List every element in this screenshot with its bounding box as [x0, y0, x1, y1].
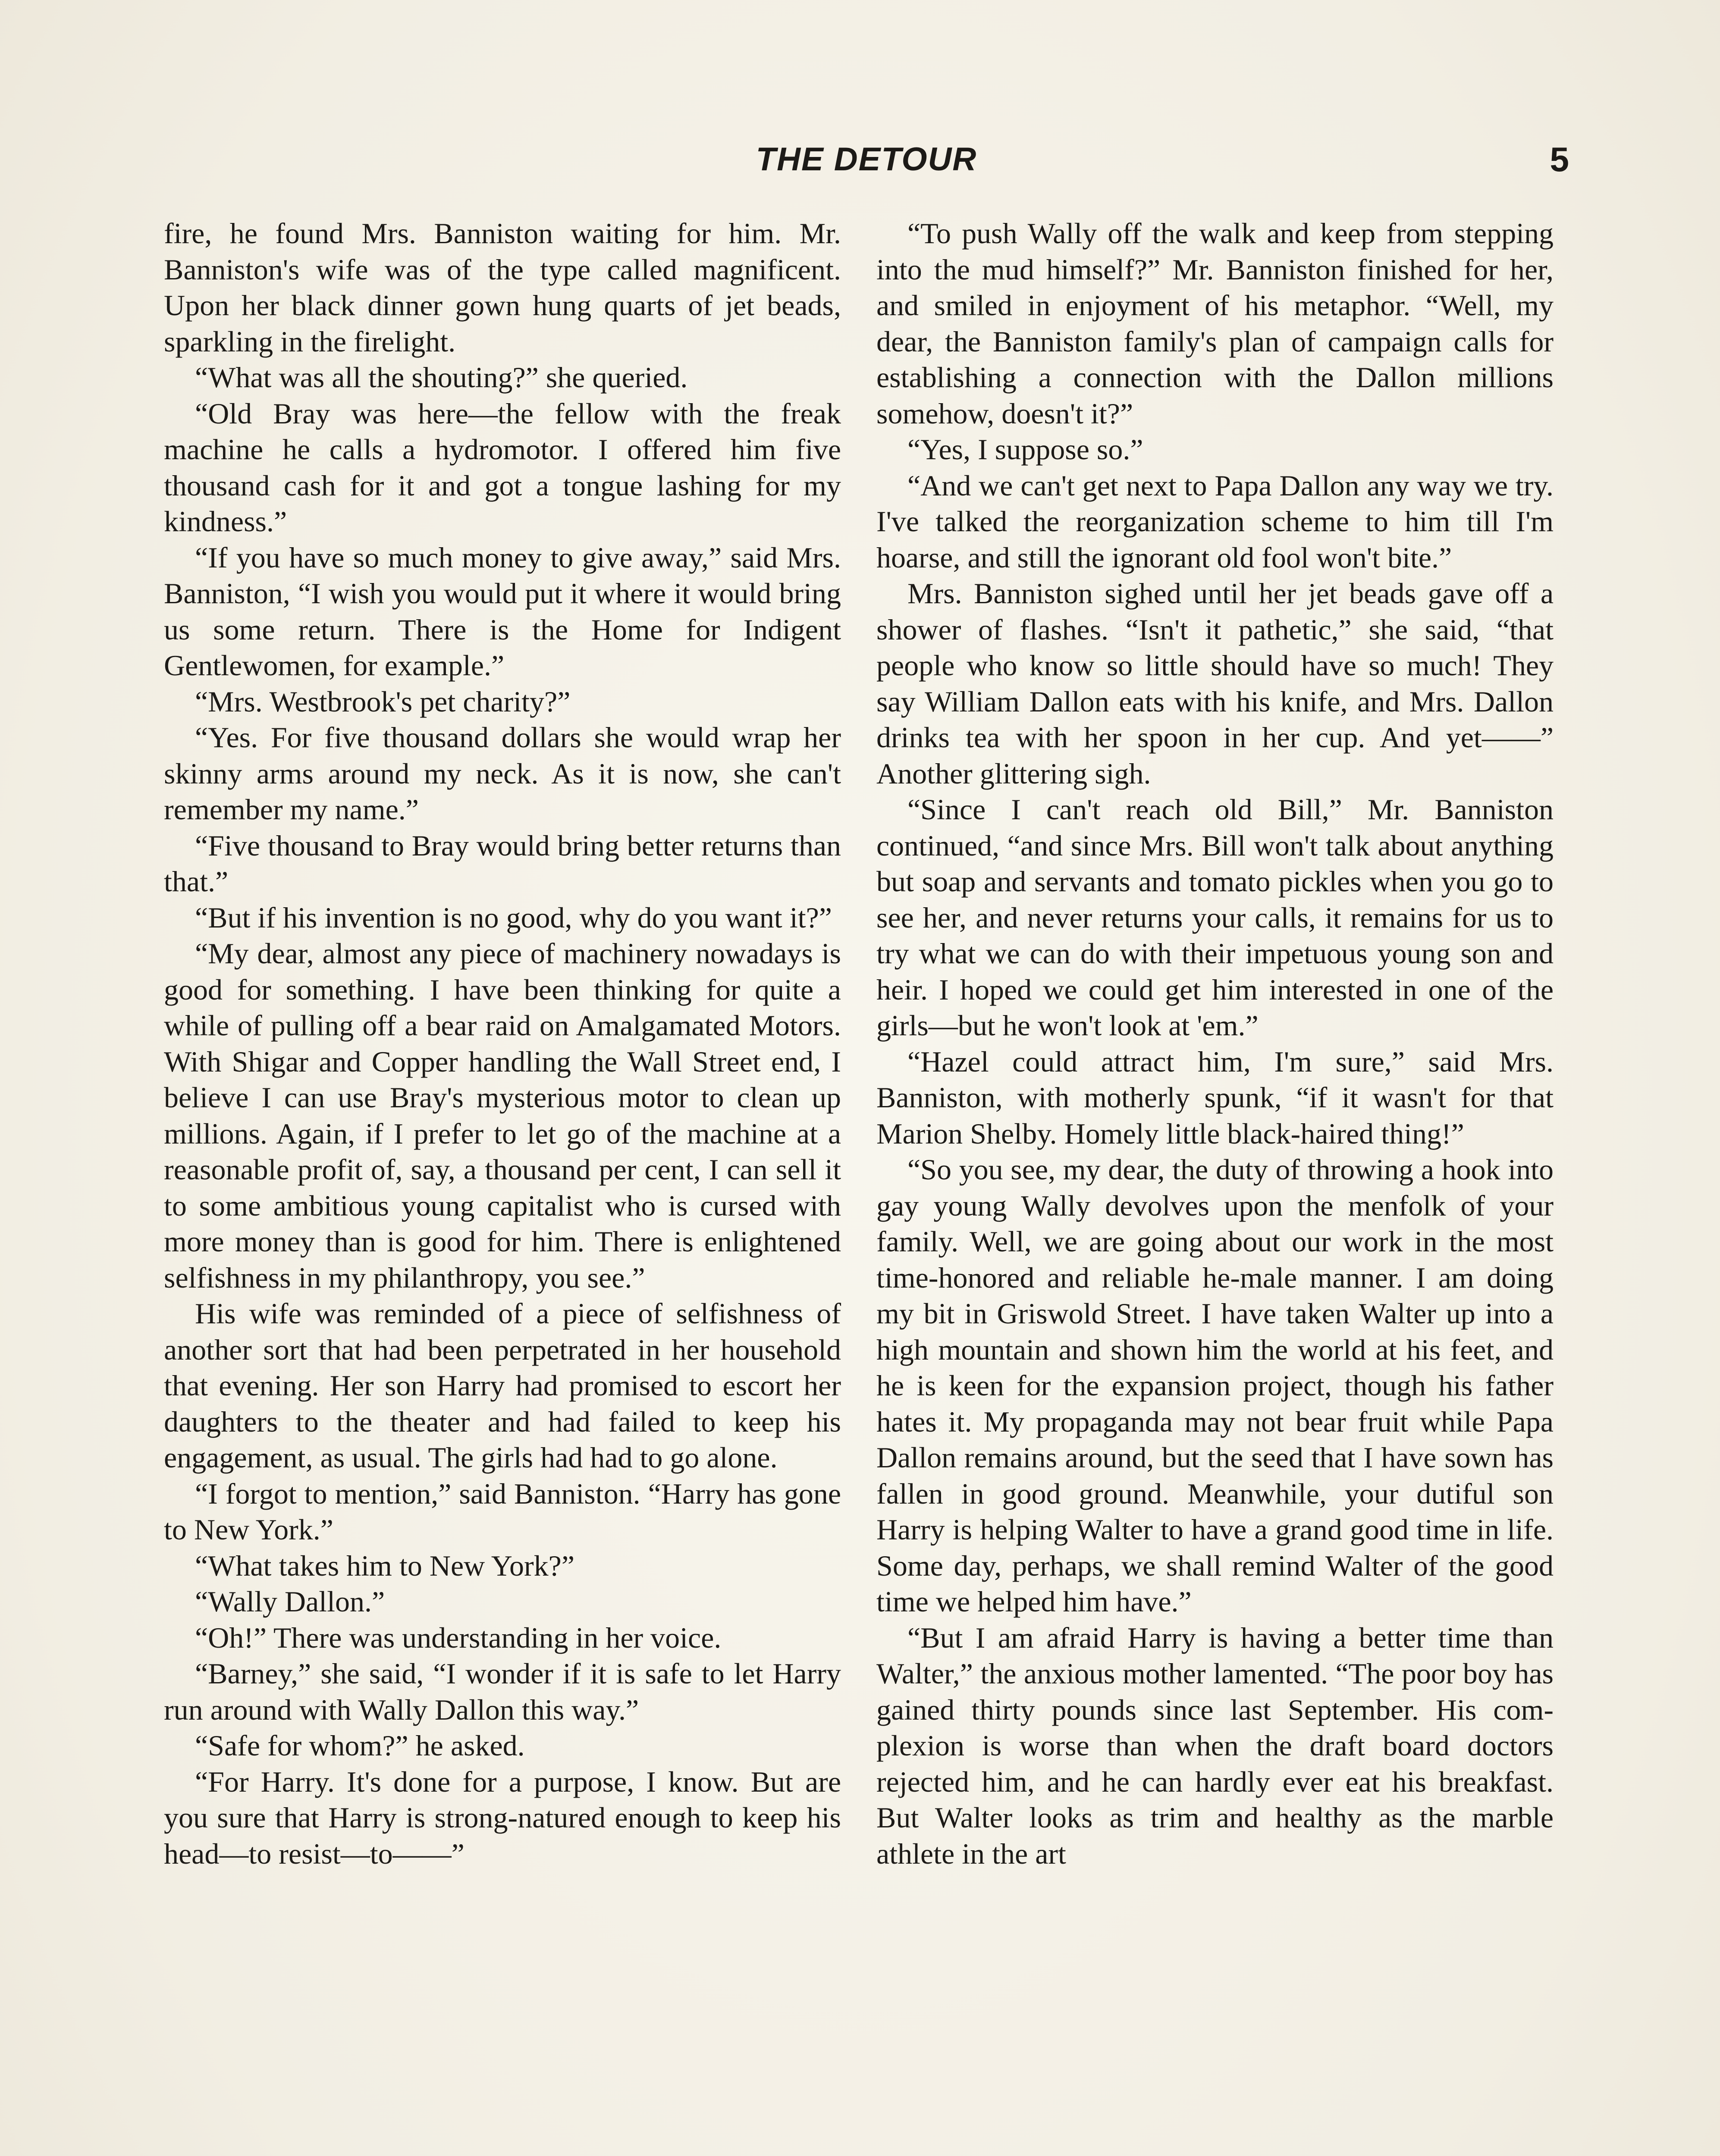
paragraph: “My dear, almost any piece of machinery nowadays is good for something. I have been thinking for quite a while of pulling off a bear raid on Amalgamated Motors. With Shigar and Copper handling the Wall Street end, I believe I can use Bray's mysterious motor to clean up millions. Again, if I prefer to let go of the machine at a reasonable profit of, say, a thousand per cent, I can sell it to some ambitious young capitalist who is cursed with more money than is good for him. There is enlightened selfishness in my philanthropy, you see.”: [164, 937, 841, 1294]
paragraph: “To push Wally off the walk and keep from stepping into the mud himself?” Mr. Banniston finished for her, and smiled in enjoyment of his metaphor. “Well, my dear, the Banniston family's plan of campaign calls for establishing a connection with the Dallon millions somehow, doesn't it?”: [876, 217, 1554, 430]
paragraph: fire, he found Mrs. Banniston waiting for him. Mr. Banniston's wife was of the type called magnificent. Upon her black dinner gown hung quarts of jet beads, sparkling in the firelight.: [164, 217, 841, 358]
paragraph: “Wally Dallon.”: [195, 1585, 385, 1618]
running-title: THE DETOUR: [756, 141, 977, 178]
paragraph: “If you have so much money to give away,” said Mrs. Banniston, “I wish you would put it where it would bring us some return. There is the Home for Indigent Gentlewomen, for example.”: [164, 541, 841, 682]
paragraph: “Safe for whom?” he asked.: [195, 1729, 525, 1762]
paragraph: “But I am afraid Harry is having a better time than Walter,” the anxious mother lamented. “The poor boy has gained thirty pounds since last September. His complexion is worse than when the draft board doctors rejected him, and he can hardly ever eat his breakfast. But Walter looks as trim and healthy as the marble athlete in the art: [876, 1621, 1554, 1870]
paragraph: “Hazel could attract him, I'm sure,” said Mrs. Banniston, with motherly spunk, “if it wasn't for that Marion Shelby. Homely little black-haired thing!”: [876, 1045, 1554, 1150]
paragraph: “Mrs. Westbrook's pet charity?”: [195, 685, 571, 718]
page-number: 5: [1550, 140, 1569, 179]
paragraph: “Since I can't reach old Bill,” Mr. Banniston continued, “and since Mrs. Bill won't talk about anything but soap and servants and tomato pickles when you go to see her, and never returns your calls, it remains for us to try what we can do with their impetuous young son and heir. I hoped we could get him interested in one of the girls—but he won't look at 'em.”: [876, 793, 1554, 1042]
right-column: [876, 216, 1554, 1872]
paragraph: His wife was reminded of a piece of selfishness of another sort that had been perpetrated in her household that evening. Her son Harry had promised to escort her daughters to the theater and had failed to keep his engagement, as usual. The girls had had to go alone.: [164, 1297, 841, 1474]
paragraph: “And we can't get next to Papa Dallon any way we try. I've talked the reorganization scheme to him till I'm hoarse, and still the ignorant old fool won't bite.”: [876, 469, 1554, 574]
paragraph: “Yes. For five thousand dollars she would wrap her skinny arms around my neck. As it is now, she can't remember my name.”: [164, 721, 841, 826]
left-column: [164, 216, 841, 1872]
paragraph: “So you see, my dear, the duty of throwing a hook into gay young Wally devolves upon the menfolk of your family. Well, we are going about our work in the most time-honored and reliable he-male manner. I am doing my bit in Griswold Street. I have taken Walter up into a high mountain and shown him the world at his feet, and he is keen for the expansion project, though his father hates it. My propaganda may not bear fruit while Papa Dallon remains around, but the seed that I have sown has fallen in good ground. Meanwhile, your dutiful son Harry is helping Walter to have a grand good time in life. Some day, perhaps, we shall remind Walter of the good time we helped him have.”: [876, 1153, 1554, 1618]
paragraph: “But if his invention is no good, why do you want it?”: [195, 901, 832, 934]
paragraph: “What takes him to New York?”: [195, 1549, 575, 1582]
paragraph: “For Harry. It's done for a purpose, I know. But are you sure that Harry is strong-natured enough to keep his head—to resist—to——”: [164, 1765, 841, 1870]
paragraph: “Oh!” There was understanding in her voice.: [195, 1621, 722, 1654]
paragraph: “Yes, I suppose so.”: [907, 433, 1143, 466]
paragraph: Mrs. Banniston sighed until her jet beads gave off a shower of flashes. “Isn't it pathetic,” she said, “that people who know so little should have so much! They say William Dallon eats with his knife, and Mrs. Dallon drinks tea with her spoon in her cup. And yet——” Another glittering sigh.: [876, 577, 1554, 790]
paragraph: “I forgot to mention,” said Banniston. “Harry has gone to New York.”: [164, 1477, 841, 1546]
page-header: [164, 138, 1569, 190]
paragraph: “Old Bray was here—the fellow with the freak machine he calls a hydromotor. I offered him five thousand cash for it and got a tongue lashing for my kindness.”: [164, 397, 841, 538]
paragraph: “Five thousand to Bray would bring better returns than that.”: [164, 829, 841, 898]
paragraph: “Barney,” she said, “I wonder if it is safe to let Harry run around with Wally Dallon this way.”: [164, 1657, 841, 1726]
paragraph: “What was all the shouting?” she queried.: [195, 361, 688, 394]
